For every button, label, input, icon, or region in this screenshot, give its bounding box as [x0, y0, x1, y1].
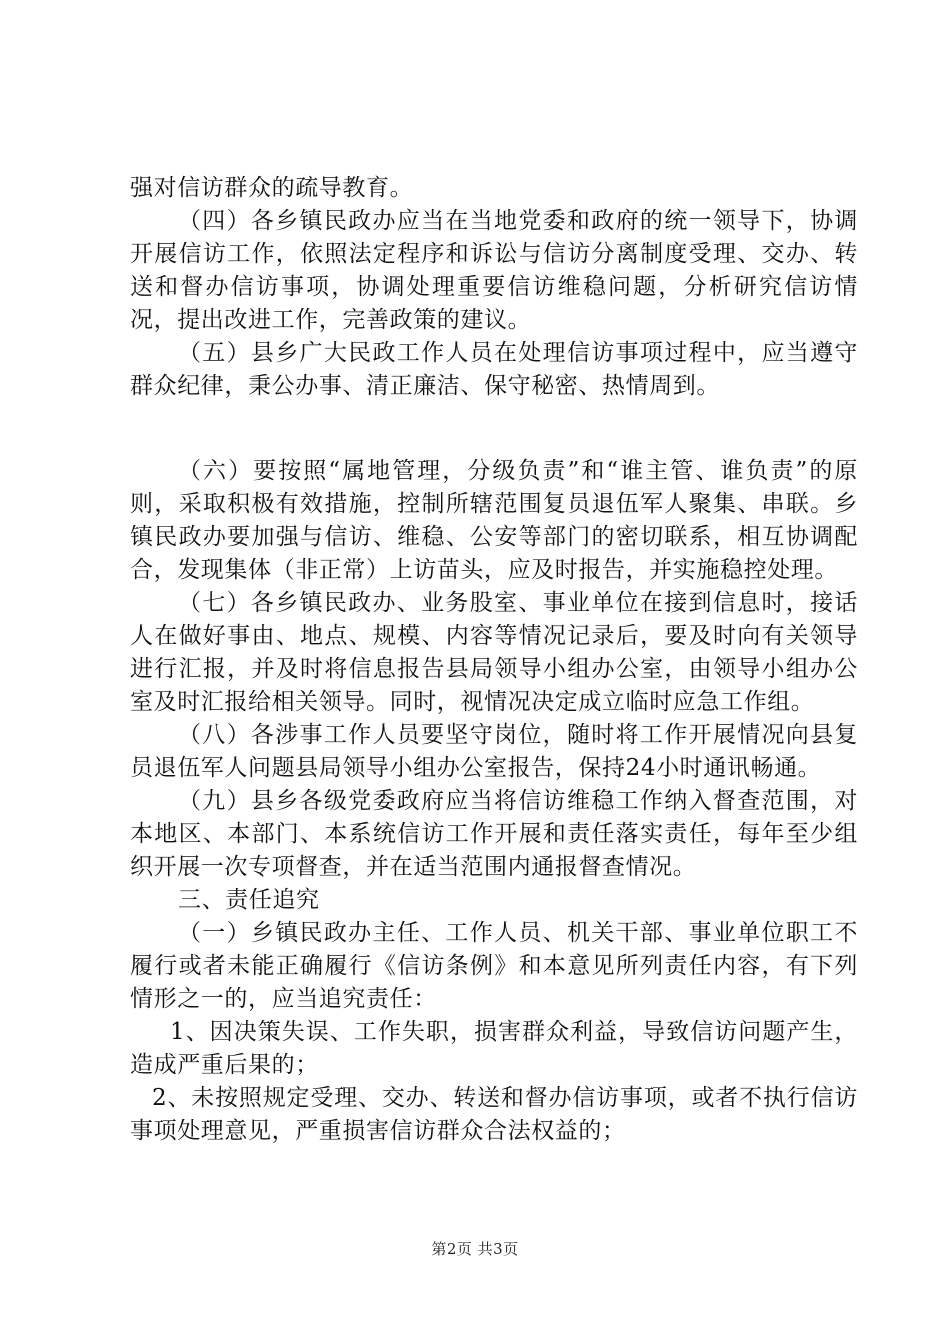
list-item-1: 1、因决策失误、工作失职，损害群众利益，导致信访问题产生，造成严重后果的；: [130, 1019, 858, 1078]
paragraph-continuation: 强对信访群众的疏导教育。: [130, 175, 414, 201]
paragraph-item-7: （七）各乡镇民政办、业务股室、事业单位在接到信息时，接话人在做好事由、地点、规模、内容等情况记录后，要及时向有关领导进行汇报，并及时将信息报告县局领导小组办公室，由领导小组办公室及时汇报给相关领导。同时，视情况决定成立临时应急工作组。: [130, 590, 858, 715]
page-number-footer: 第2页 共3页: [431, 1240, 519, 1258]
document-body: [130, 172, 858, 1148]
paragraph-gap: [130, 403, 858, 455]
paragraph-item-6: （六）要按照“属地管理，分级负责”和“谁主管、谁负责”的原则，采取积极有效措施，控制所辖范围复员退伍军人聚集、串联。乡镇民政办要加强与信访、维稳、公安等部门的密切联系，相互协调配合，发现集体（非正常）上访苗头，应及时报告，并实施稳控处理。: [130, 458, 858, 583]
section-heading-accountability: 三、责任追究: [178, 887, 320, 913]
paragraph-item-5: （五）县乡广大民政工作人员在处理信访事项过程中，应当遵守群众纪律，秉公办事、清正廉洁、保守秘密、热情周到。: [130, 340, 858, 399]
paragraph-item-9: （九）县乡各级党委政府应当将信访维稳工作纳入督查范围，对本地区、本部门、本系统信访工作开展和责任落实责任，每年至少组织开展一次专项督查，并在适当范围内通报督查情况。: [130, 788, 858, 880]
paragraph-accountability-1: （一）乡镇民政办主任、工作人员、机关干部、事业单位职工不履行或者未能正确履行《信访条例》和本意见所列责任内容，有下列情形之一的，应当追究责任：: [130, 920, 858, 1012]
paragraph-item-4: （四）各乡镇民政办应当在当地党委和政府的统一领导下，协调开展信访工作，依照法定程序和诉讼与信访分离制度受理、交办、转送和督办信访事项，协调处理重要信访维稳问题，分析研究信访情况，提出改进工作，完善政策的建议。: [130, 208, 858, 333]
list-item-2: 2、未按照规定受理、交办、转送和督办信访事项，或者不执行信访事项处理意见，严重损害信访群众合法权益的；: [130, 1085, 858, 1144]
paragraph-item-8: （八）各涉事工作人员要坚守岗位，随时将工作开展情况向县复员退伍军人问题县局领导小组办公室报告，保持24小时通讯畅通。: [130, 722, 858, 781]
